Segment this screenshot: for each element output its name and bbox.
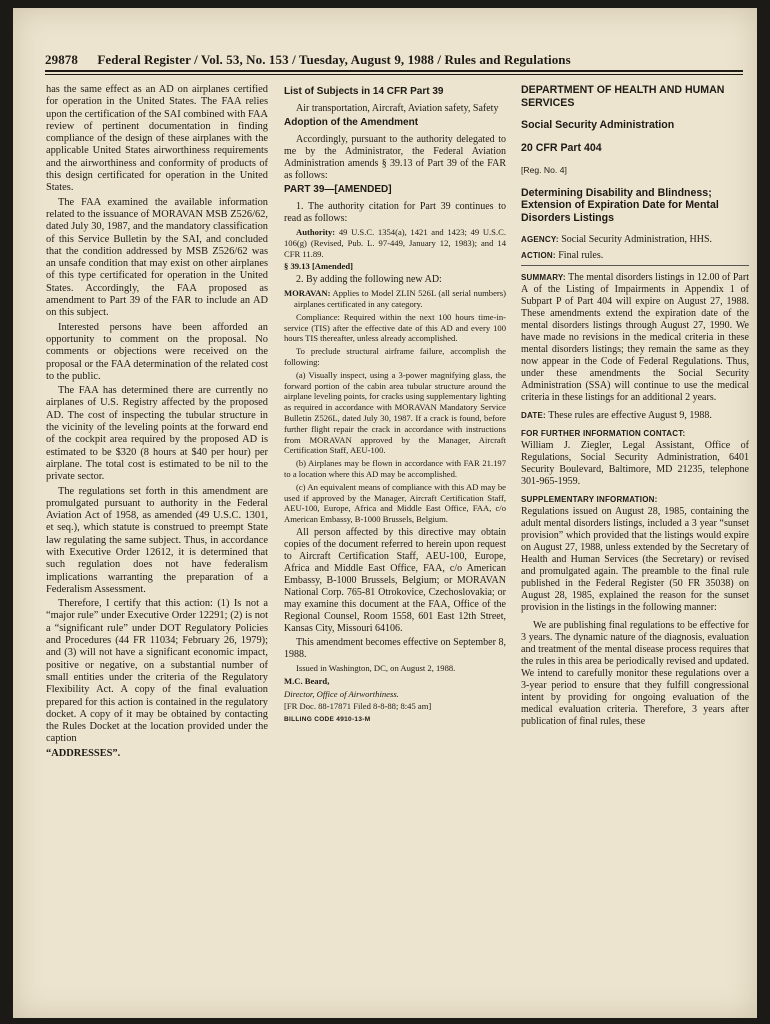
action-text: Final rules. [558,250,604,261]
compliance-text: Compliance: Required within the next 100 hours time-in-service (TIS) after the effective date of this AD and every 100 hours TIS thereafter, unless already accomplished. [284,311,506,344]
authority-text: 49 U.S.C. 1354(a), 1421 and 1423; 49 U.S.C. 106(g) (Revised, Pub. L. 97-449, January 12, 1983); and 14 CFR 11.89. [284,227,506,259]
paragraph-c: (c) An equivalent means of compliance with this AD may be used if approved by the Manager, Aircraft Certification Staff, AEU-100, Europe, Africa and Middle East Office, FAA, c/o American Embassy, B-1000 Brussels, Belgium. [284,481,506,525]
department-name: DEPARTMENT OF HEALTH AND HUMAN SERVICES [521,84,725,109]
paragraph: Therefore, I certify that this action: (1) Is not a “major rule” under Executive Order 12291; (2) is not a “significant rule” under DOT Regulatory Policies and Procedures (44 FR 11034; February 26, 1979); and (3) will not have a significant economic impact, positive or negative, on a substantial number of small entities under the criteria of the Regulatory Flexibility Act. A copy of the final evaluation prepared for this action is contained in the regulatory docket. A copy of it may be obtained by contacting the Rules Docket at the location provided under the caption [46,598,268,745]
supplementary-text: Regulations issued on August 28, 1985, containing the adult mental disorders listings, included a 3 year “sunset provision” which provided that the listings would expire on August 27, 1988, unless extended by the Secretary of Health and Human Services (the Secretary) or revised and promulgated again. The preamble to the final rule published in the Federal Register (50 FR 35038) on August 28, 1985, explained the reason for the sunset provision in the listings in the following manner: [521,506,749,613]
amendment-item-1: 1. The authority citation for Part 39 continues to read as follows: [284,201,506,224]
billing-code: BILLING CODE 4910-13-M [284,716,371,724]
rule-title: Determining Disability and Blindness; Extension of Expiration Date for Mental Disorders Listings [521,186,719,224]
paragraph: The regulations set forth in this amendment are promulgated pursuant to authority in the Federal Aviation Act of 1958, as amended (49 U.S.C. 1301, et seq.), which statute is construed to preempt State law regulating the same subject. Thus, in accordance with Executive Order 12612, it is determined that such regulation does not have federalism implications warranting the preparation of a Federalism Assessment. [46,485,268,595]
preclude-text: To preclude structural airframe failure, accomplish the following: [284,346,506,367]
action-label: ACTION: [521,251,556,260]
signer-name: M.C. Beard, [284,675,330,686]
date-label: DATE: [521,411,546,420]
contact-block [521,428,749,488]
paragraph: has the same effect as an AD on airplanes certified for operation in the United States. The FAA relies upon the certification of the SAI combined with FAA review of pertinent documentation in finding compliance of the design of these airplanes with the applicable United States airworthiness requirements and the airworthiness and conformity of products of this design certificated for operation in the United States. [46,84,268,194]
addresses-caption: “ADDRESSES”. [46,747,121,759]
running-header [45,52,725,68]
agency-line [521,234,749,246]
effective-date: This amendment becomes effective on September 8, 1988. [284,636,506,660]
moravan-text: Applies to Model ZLIN 526L (all serial numbers) airplanes certificated in any category. [294,288,506,309]
agency-text: Social Security Administration, HHS. [561,234,713,245]
date-text: These rules are effective August 9, 1988. [548,410,712,421]
subjects-heading: List of Subjects in 14 CFR Part 39 [284,86,444,97]
moravan-label: MORAVAN: [284,288,331,299]
section-text: [Amended] [311,261,353,272]
column-1 [46,84,268,1014]
date-line [521,410,749,422]
summary [521,272,749,404]
reg-number: [Reg. No. 4] [521,165,567,175]
supplementary-block [521,494,749,614]
adoption-heading: Adoption of the Amendment [284,117,419,128]
paragraph: The FAA examined the available information related to the issuance of MORAVAN MSB Z526/62, dated July 30, 1987, and the mandatory classification of this Service Bulletin by the SAI, and concluded that the condition addressed by MSB Z526/62 was an unsafe condition that may exist on other airplanes of this type certificated for operation in the United States. Accordingly, the FAA proposed as amendment to Part 39 of the FAR to include an AD on this subject. [46,196,268,319]
moravan-applicability [284,288,506,310]
contact-text: William J. Ziegler, Legal Assistant, Office of Regulations, Social Security Administration, 6401 Security Boulevard, Baltimore, MD 21235, telephone 301-965-1959. [521,440,749,487]
running-head: Federal Register / Vol. 53, No. 153 / Tuesday, August 9, 1988 / Rules and Regulations [97,52,571,67]
paragraph: Interested persons have been afforded an opportunity to comment on the proposal. No comments or objections were received on the proposal or the FAA determination of the related cost to the public. [46,321,268,382]
agency-label: AGENCY: [521,235,559,244]
cfr-part: 20 CFR Part 404 [521,141,602,154]
authority-label: Authority: [296,227,336,237]
quoted-preamble: We are publishing final regulations to be effective for 3 years. The dynamic nature of the diagnosis, evaluation and treatment of the mental disease process requires that the rules in this area be periodically revised and updated. We intend to carefully monitor these regulations over a 3-year period to ensure that they fulfill congressional intent by providing for ongoing evaluation of the medical evaluation criteria. Therefore, 3 years after publication of final rules, these [521,620,749,727]
column-3 [521,84,749,1014]
issued-line: Issued in Washington, DC, on August 2, 1988. [296,662,456,673]
contact-label: FOR FURTHER INFORMATION CONTACT: [521,429,686,438]
part-heading: PART 39—[AMENDED] [284,184,392,195]
section-divider [521,265,749,266]
fr-doc-line: [FR Doc. 88-17871 Filed 8-8-88; 8:45 am] [284,701,432,712]
column-2 [284,84,506,1014]
amendment-item-2: 2. By adding the following new AD: [296,274,442,286]
persons-affected: All person affected by this directive may obtain copies of the document referred to herein upon request to Aircraft Certification Staff, AEU-100, Europe, Africa and Middle East Office, FAA, c/o American Embassy, B-1000 Brussels, Belgium; or MORAVAN National Corp. 765-81 Otrokovice, Czechoslovakia; or may examine this document at the FAA, Office of the Regional Counsel, Room 1558, 601 East 12th Street, Kansas City, Missouri 64106. [284,526,506,634]
header-rule [45,70,743,72]
subjects-list: Air transportation, Aircraft, Aviation safety, Safety [296,103,499,114]
summary-label: SUMMARY: [521,273,566,282]
header-rule-thin [45,74,743,75]
summary-text: The mental disorders listings in 12.00 of Part A of the Listing of Impairments in Appendix 1 of Subpart P of Part 404 will expire on August 27, 1988. These amendments extend the expiration date of the mental disorders listings through August 27, 1990. We have made no revisions in the medical criteria in these mental disorders listings; they remain the same as they now appear in the Code of Federal Regulations. Thus, under these amendments the Social Security Administration (SSA) will continue to use the medical criteria in these listings for an additional 2 years. [521,272,749,403]
adoption-text: Accordingly, pursuant to the authority delegated to me by the Administrator, the Federal Aviation Administration amends § 39.13 of Part 39 of the FAR as follows: [284,134,506,181]
page-number: 29878 [45,52,78,67]
authority-citation [284,227,506,259]
action-line [521,250,749,262]
paragraph: The FAA has determined there are currently no airplanes of U.S. Registry affected by the proposed AD. The cost of inspecting the tubular structure in the vicinity of the leveling points at the forward end of the cockpit area required by the proposed AD is estimated to be $320 (8 hours at $40 per hour) per airplane. The total cost is estimated to be nil to the private sector. [46,385,268,483]
administration-name: Social Security Administration [521,119,675,131]
supplementary-label: SUPPLEMENTARY INFORMATION: [521,495,658,504]
section-heading [284,261,506,272]
paragraph-b: (b) Airplanes may be flown in accordance with FAR 21.197 to a location where this AD may be accomplished. [284,458,506,479]
signer-title: Director, Office of Airworthiness. [284,688,399,699]
section-label: § 39.13 [284,261,310,272]
document-page [13,8,757,1018]
paragraph-a: (a) Visually inspect, using a 3-power magnifying glass, the forward portion of the cabin area tubular structure around the airplane leveling points, for cracks using supplementary lighting as required in accordance with MORAVAN Mandatory Service Bulletin Z526L, dated July 30, 1987. If a crack is found, before further flight repair the crack in accordance with instructions from MORAVAN approved by the Manager, Aircraft Certification Staff, AEU-100. [284,369,506,456]
